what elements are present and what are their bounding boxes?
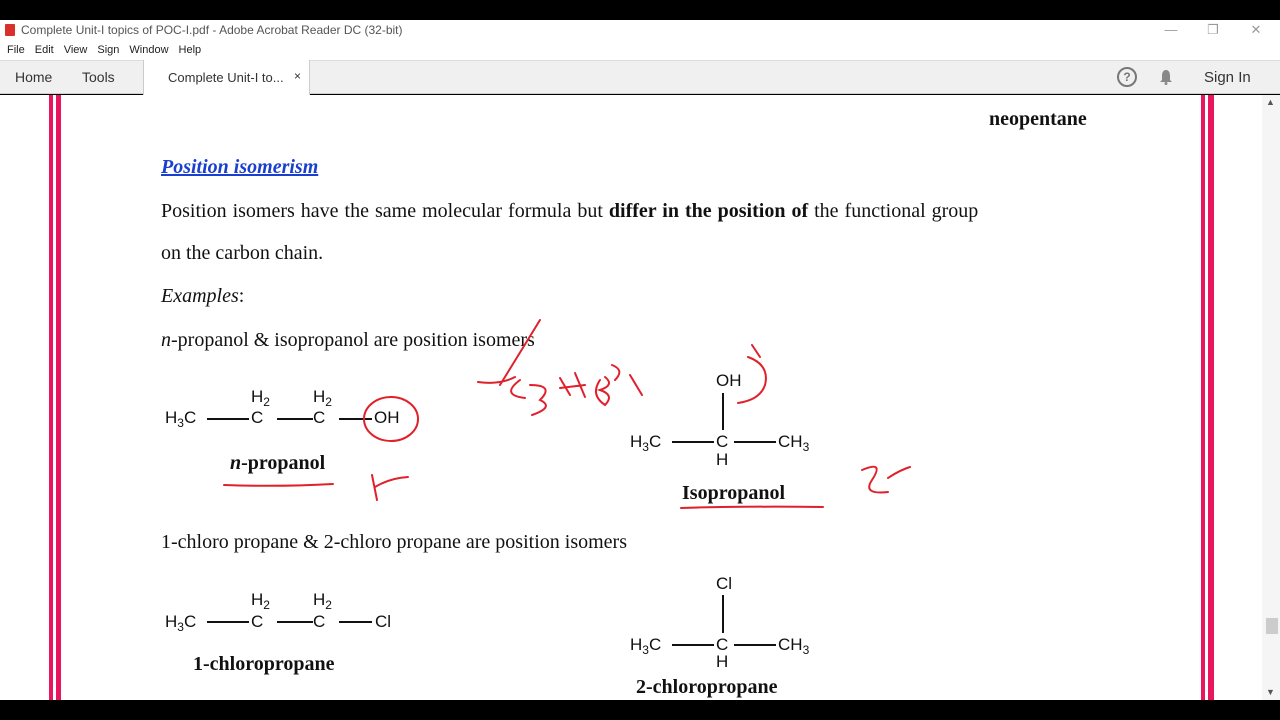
help-icon[interactable]: ?	[1117, 67, 1137, 87]
restore-button[interactable]: ❐	[1207, 22, 1219, 37]
close-window-button[interactable]: ✕	[1250, 22, 1262, 37]
isopropanol-label: Isopropanol	[682, 482, 786, 504]
atom-c: C	[313, 612, 326, 631]
tab-bar	[0, 60, 1280, 94]
tab-tools[interactable]: Tools	[82, 69, 115, 85]
atom-c: C	[251, 612, 264, 631]
section-heading: Position isomerism	[161, 156, 319, 178]
atom-h: H	[716, 450, 729, 469]
menu-file[interactable]: File	[7, 44, 25, 56]
tab-document-label: Complete Unit-I to...	[168, 70, 284, 85]
underline-annotation	[224, 484, 333, 486]
atom-h2: $H_2$	[313, 590, 332, 612]
arrow-annotation	[738, 345, 766, 403]
atom-c: C	[716, 432, 729, 451]
neopentane-label: neopentane	[989, 108, 1087, 130]
atom-h3c: $H_3C$	[630, 635, 662, 657]
text: the functional group	[808, 200, 979, 222]
atom-h3c: $H_3C$	[630, 432, 662, 454]
definition-line-2: on the carbon chain.	[161, 242, 324, 264]
bell-icon[interactable]	[1159, 69, 1173, 85]
text: n	[161, 329, 171, 351]
2-chloropropane-label: 2-chloropropane	[636, 676, 778, 698]
atom-oh: OH	[374, 408, 400, 427]
atom-h2: $H_2$	[251, 387, 270, 409]
menu-view[interactable]: View	[63, 44, 88, 56]
atom-h3c: $H_3C$	[165, 612, 197, 634]
bold-text: differ in the position of	[608, 200, 809, 222]
handwritten-2-degree	[862, 467, 910, 493]
handwritten-c3h8o	[478, 320, 642, 415]
atom-c: C	[716, 635, 729, 654]
underline-annotation	[681, 507, 823, 508]
menu-help[interactable]: Help	[178, 44, 202, 56]
title-bar	[0, 20, 1280, 40]
circle-annotation	[364, 397, 418, 441]
letterbox	[0, 700, 1280, 720]
example-2: 1-chloro propane & 2-chloro propane are position isomers	[161, 531, 627, 553]
atom-h: H	[716, 652, 729, 671]
menu-sign[interactable]: Sign	[97, 44, 120, 56]
menu-edit[interactable]: Edit	[34, 44, 54, 56]
document-viewer	[0, 95, 1280, 700]
menu-bar	[0, 40, 1280, 60]
tab-document[interactable]	[143, 60, 310, 95]
text: Position isomers have the same molecular formula but	[161, 200, 609, 222]
scroll-down-icon[interactable]: ▼	[1266, 687, 1275, 697]
1-chloropropane-label: 1-chloropropane	[193, 653, 335, 675]
atom-cl: Cl	[375, 612, 392, 631]
atom-c: C	[251, 408, 264, 427]
text: :	[238, 285, 245, 307]
atom-h2: $H_2$	[251, 590, 270, 612]
atom-ch3: $CH_3$	[778, 432, 810, 454]
atom-c: C	[313, 408, 326, 427]
scroll-up-icon[interactable]: ▲	[1266, 97, 1275, 107]
atom-h2: $H_2$	[313, 387, 332, 409]
n-propanol-label: n-propanol	[230, 452, 326, 474]
atom-oh: OH	[716, 371, 742, 390]
handwritten-1	[372, 475, 408, 500]
minimize-button[interactable]: —	[1164, 22, 1178, 37]
sign-in-button[interactable]: Sign In	[1204, 69, 1251, 86]
pdf-icon	[5, 24, 15, 36]
atom-h3c: $H_3C$	[165, 408, 197, 430]
text: Examples	[161, 285, 239, 307]
menu-window[interactable]: Window	[129, 44, 169, 56]
vertical-scrollbar[interactable]	[1262, 95, 1280, 700]
atom-cl: Cl	[716, 574, 733, 593]
close-tab-icon[interactable]: ×	[293, 69, 301, 83]
atom-ch3: $CH_3$	[778, 635, 810, 657]
tab-home[interactable]: Home	[15, 69, 53, 85]
handwritten-annotations	[0, 95, 1262, 700]
window-title: Complete Unit-I topics of POC-I.pdf - Adobe Acrobat Reader DC (32-bit)	[21, 23, 403, 37]
text: -propanol & isopropanol are position isomers	[171, 329, 535, 351]
scroll-thumb[interactable]	[1266, 618, 1278, 634]
